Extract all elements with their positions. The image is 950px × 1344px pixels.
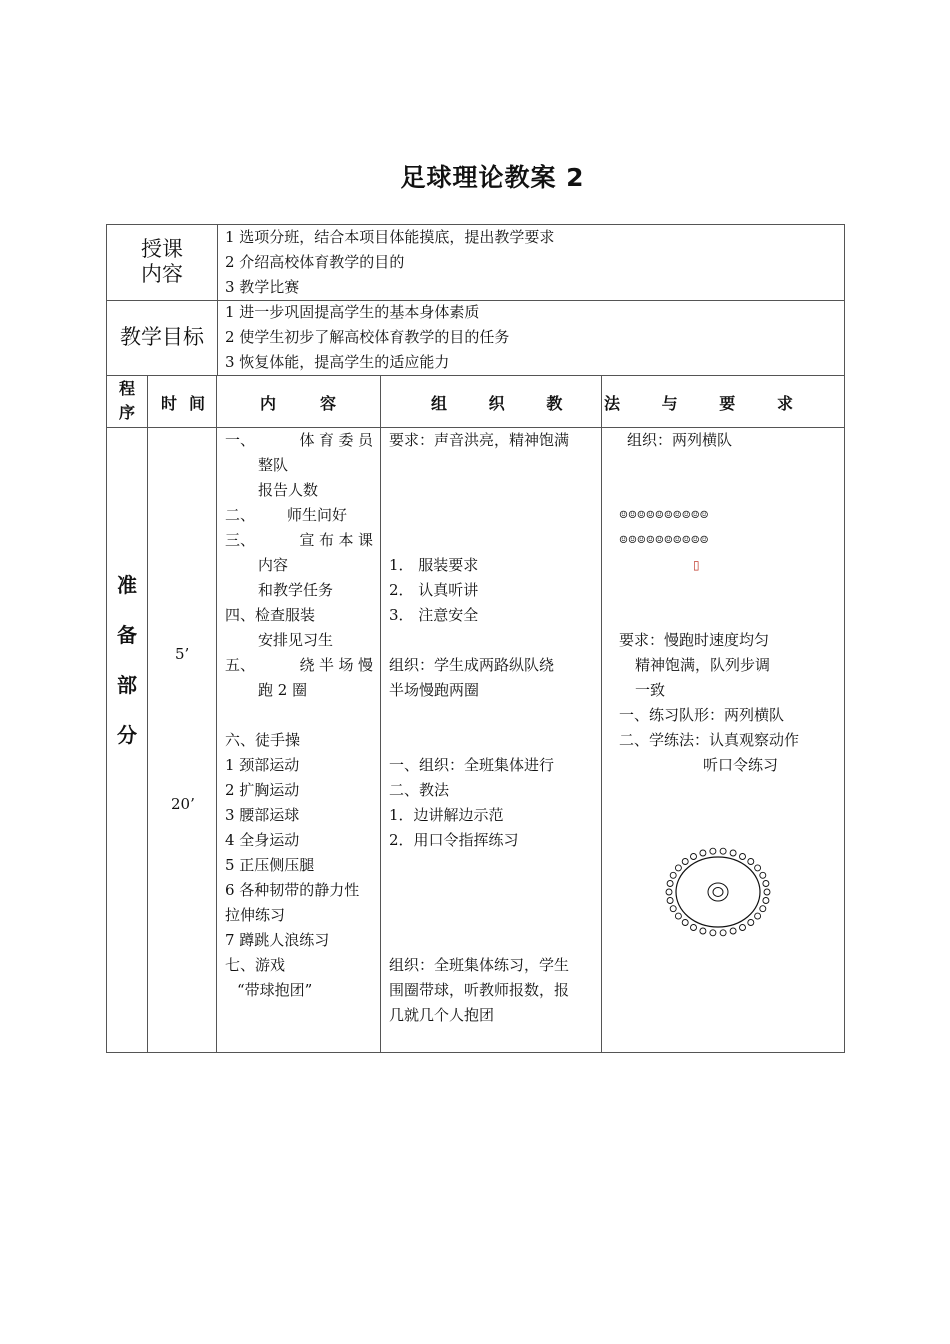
method-line: 2．用口令指挥练习 <box>389 831 519 849</box>
student-marker-icon <box>730 928 736 934</box>
content-line: 和教学任务 <box>258 581 334 599</box>
teaching-goals-list <box>225 300 509 375</box>
content-text: 五、 <box>225 656 256 674</box>
header-char: 组 <box>431 394 448 413</box>
header-char: 程 <box>118 379 135 398</box>
section-label <box>107 560 147 760</box>
time-5min: 5’ <box>175 645 190 663</box>
list-item: 2 使学生初步了解高校体育教学的目的任务 <box>225 328 510 346</box>
content-line <box>225 428 373 453</box>
col-divider <box>217 225 218 375</box>
content-text: 半 <box>318 656 334 674</box>
content-line <box>225 503 373 528</box>
content-text: 慢 <box>357 656 373 674</box>
method-line: 组织：全班集体练习，学生 <box>389 956 570 974</box>
content-line: 安排见习生 <box>258 631 334 649</box>
method-exercise <box>389 753 554 853</box>
student-marker-icon <box>710 848 716 854</box>
section-char: 备 <box>117 623 137 647</box>
header-procedure <box>107 377 147 425</box>
student-marker-icon <box>740 925 746 931</box>
list-item: 1． 服装要求 <box>389 556 479 574</box>
org-line: 一致 <box>635 681 666 699</box>
student-marker-icon <box>675 865 681 871</box>
circle-formation-diagram <box>663 846 773 941</box>
teaching-content-label <box>107 237 217 287</box>
org-exercise <box>619 703 799 778</box>
content-text: 布 <box>318 531 334 549</box>
student-ring <box>666 848 770 936</box>
content-text: 员 <box>357 431 373 449</box>
content-line: 7 蹲跳人浪练习 <box>225 931 330 949</box>
col-divider <box>380 375 381 1053</box>
method-list <box>389 553 478 628</box>
org-run-requirement <box>619 628 770 703</box>
content-line: 2 扩胸运动 <box>225 781 300 799</box>
section-char: 部 <box>117 673 137 697</box>
list-item: 3． 注意安全 <box>389 606 479 624</box>
content-line: 5 正压侧压腿 <box>225 856 315 874</box>
col-divider <box>147 375 148 1053</box>
content-line: 七、游戏 <box>225 956 286 974</box>
student-marker-icon <box>763 881 769 887</box>
method-requirement: 要求：声音洪亮，精神饱满 <box>389 431 570 449</box>
content-text: 宣 <box>299 531 315 549</box>
ball-icon <box>708 883 728 901</box>
method-run <box>389 653 554 703</box>
content-line: 内容 <box>258 556 289 574</box>
content-text: 课 <box>357 531 373 549</box>
header-char: 织 <box>488 394 505 413</box>
content-text: 二、 <box>225 506 256 524</box>
method-line: 1．边讲解边示范 <box>389 806 504 824</box>
student-marker-icon <box>691 925 697 931</box>
content-text: 本 <box>338 531 354 549</box>
content-text: 委 <box>338 431 354 449</box>
content-text: 绕 <box>299 656 315 674</box>
content-line: 4 全身运动 <box>225 831 300 849</box>
row-divider <box>107 375 844 376</box>
header-char: 序 <box>118 403 135 422</box>
header-method <box>431 391 793 414</box>
student-marker-icon <box>730 850 736 856</box>
student-marker-icon <box>682 920 688 926</box>
header-char: 间 <box>188 394 205 413</box>
content-line: 四、检查服装 <box>225 606 316 624</box>
student-marker-icon <box>670 906 676 912</box>
student-marker-icon <box>720 930 726 936</box>
content-line <box>225 703 373 728</box>
content-line: 拉伸练习 <box>225 906 286 924</box>
content-text: 场 <box>338 656 354 674</box>
student-marker-icon <box>760 872 766 878</box>
student-marker-icon <box>748 920 754 926</box>
student-marker-icon <box>763 898 769 904</box>
header-char: 要 <box>719 394 736 413</box>
content-line: 3 腰部运球 <box>225 806 300 824</box>
content-line: 跑 2 圈 <box>258 681 308 699</box>
list-item: 3 教学比赛 <box>225 278 300 296</box>
header-time <box>161 391 205 414</box>
content-line <box>225 653 373 678</box>
header-char: 求 <box>776 394 793 413</box>
student-marker-icon <box>748 859 754 865</box>
teaching-content-list <box>225 225 554 300</box>
section-char: 准 <box>117 573 137 597</box>
student-marker-icon <box>755 865 761 871</box>
teacher-marker-icon: ▯ <box>693 558 700 572</box>
content-text: 三、 <box>225 531 256 549</box>
method-game <box>389 953 569 1028</box>
method-line: 二、教法 <box>389 781 450 799</box>
page-title: 足球理论教案 2 <box>400 163 585 192</box>
student-marker-icon <box>720 848 726 854</box>
content-column <box>225 428 373 1003</box>
content-line: 六、徒手操 <box>225 731 301 749</box>
header-char: 教 <box>546 394 563 413</box>
header-char: 内 <box>260 394 277 413</box>
student-marker-icon <box>670 872 676 878</box>
ball-inner-icon <box>713 888 723 897</box>
org-line: 二、学练法：认真观察动作 <box>619 731 800 749</box>
header-char: 与 <box>661 394 678 413</box>
teaching-goals-label: 教学目标 <box>120 325 204 349</box>
content-line <box>225 528 373 553</box>
list-item: 1 选项分班，结合本项目体能摸底，提出教学要求 <box>225 228 555 246</box>
org-line: 听口令练习 <box>703 756 779 774</box>
student-marker-icon <box>700 850 706 856</box>
header-char: 容 <box>319 394 336 413</box>
student-marker-icon <box>755 913 761 919</box>
field-circle-icon <box>676 857 760 927</box>
method-line: 围圈带球，听教师报数，报 <box>389 981 570 999</box>
student-marker-icon <box>710 930 716 936</box>
student-marker-icon <box>682 859 688 865</box>
student-marker-icon <box>666 889 672 895</box>
content-text: 育 <box>318 431 334 449</box>
content-text: 师生问好 <box>287 506 348 524</box>
col-divider <box>601 375 602 1053</box>
student-marker-icon <box>760 906 766 912</box>
time-20min: 20’ <box>171 795 195 813</box>
method-line: 几就几个人抱团 <box>389 1006 495 1024</box>
org-line: 一、练习队形：两列横队 <box>619 706 785 724</box>
content-line: 报告人数 <box>258 481 319 499</box>
list-item: 2． 认真听讲 <box>389 581 479 599</box>
org-formation: 组织：两列横队 <box>627 431 733 449</box>
col-divider <box>216 375 217 1053</box>
content-text: 体 <box>299 431 315 449</box>
student-marker-icon <box>691 854 697 860</box>
header-content <box>260 391 336 414</box>
student-marker-icon <box>667 881 673 887</box>
student-marker-icon <box>667 898 673 904</box>
list-item: 2 介绍高校体育教学的目的 <box>225 253 405 271</box>
method-line: 组织：学生成两路纵队绕 <box>389 656 555 674</box>
content-line: 1 颈部运动 <box>225 756 300 774</box>
org-line: 精神饱满，队列步调 <box>635 656 771 674</box>
header-char: 时 <box>161 394 178 413</box>
student-marker-icon <box>700 928 706 934</box>
content-line: “带球抱团” <box>237 981 313 999</box>
label-line: 内容 <box>141 262 183 286</box>
list-item: 3 恢复体能，提高学生的适应能力 <box>225 353 450 371</box>
content-line: 整队 <box>258 456 289 474</box>
label-line: 授课 <box>141 237 183 261</box>
method-line: 半场慢跑两圈 <box>389 681 480 699</box>
lesson-plan-table <box>106 224 845 1053</box>
student-row-top: ☺☺☺☺☺☺☺☺☺☺ <box>619 510 709 521</box>
org-line: 要求：慢跑时速度均匀 <box>619 631 770 649</box>
content-line: 6 各种韧带的静力性 <box>225 881 360 899</box>
header-char: 法 <box>603 394 620 413</box>
student-row-bottom: ☺☺☺☺☺☺☺☺☺☺ <box>619 535 709 546</box>
content-text: 一、 <box>225 431 256 449</box>
section-char: 分 <box>117 723 137 747</box>
student-marker-icon <box>764 889 770 895</box>
student-marker-icon <box>675 913 681 919</box>
list-item: 1 进一步巩固提高学生的基本身体素质 <box>225 303 480 321</box>
student-marker-icon <box>740 854 746 860</box>
method-line: 一、组织：全班集体进行 <box>389 756 555 774</box>
